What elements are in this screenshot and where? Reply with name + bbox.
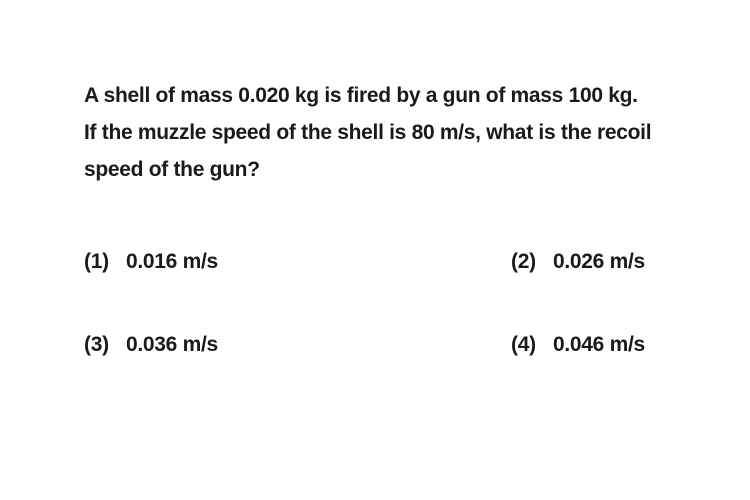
option-3 <box>84 333 218 357</box>
option-4 <box>511 333 645 357</box>
option-text: 0.016 m/s <box>126 250 218 273</box>
option-text: 0.046 m/s <box>553 333 645 356</box>
option-text: 0.036 m/s <box>126 333 218 356</box>
option-1 <box>84 250 218 274</box>
question-line: speed of the gun? <box>84 158 260 181</box>
option-2 <box>511 250 645 274</box>
question-line: A shell of mass 0.020 kg is fired by a gun of mass 100 kg. <box>84 84 638 107</box>
option-number: (3) <box>84 333 109 356</box>
option-number: (4) <box>511 333 536 356</box>
question-line: If the muzzle speed of the shell is 80 m/s, what is the recoil <box>84 121 652 144</box>
question-text <box>84 77 704 188</box>
option-number: (2) <box>511 250 536 273</box>
option-number: (1) <box>84 250 109 273</box>
option-text: 0.026 m/s <box>553 250 645 273</box>
